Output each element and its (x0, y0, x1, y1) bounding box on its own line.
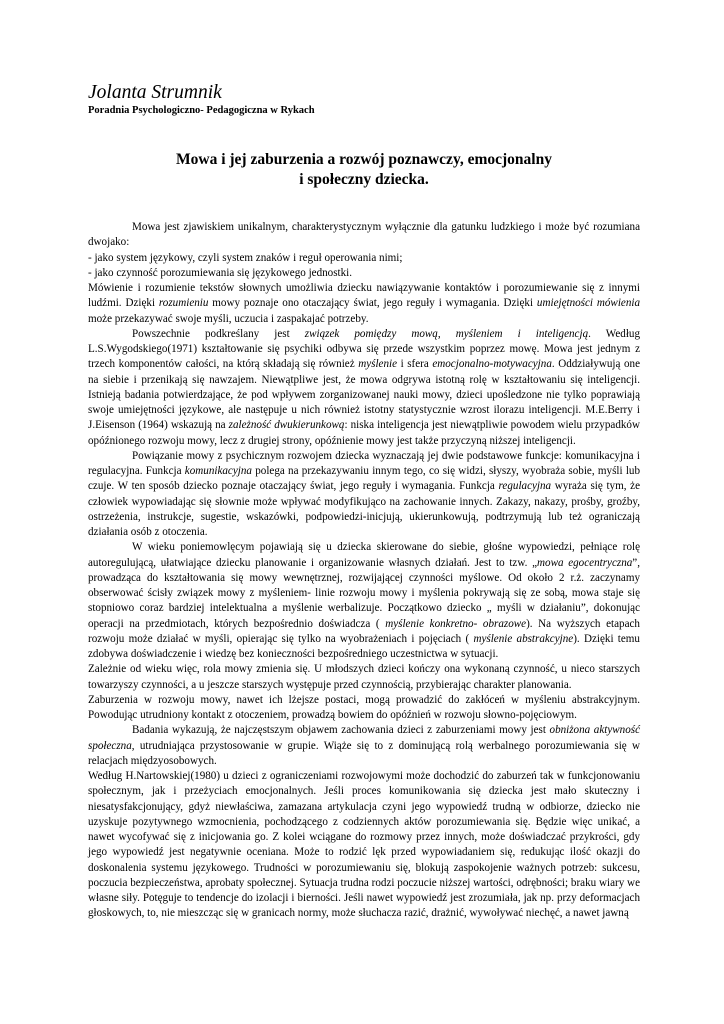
paragraph-5 (88, 540, 640, 662)
document-page (88, 82, 640, 922)
p3-italic-zaleznosc: zależność dwukierunkową (228, 419, 345, 432)
paragraph-9: Według H.Nartowskiej(1980) u dzieci z ograniczeniami rozwojowymi może dochodzić do zaburzeń tak w funkcjonowaniu społecznym, jak i przeżyciach emocjonalnych. Jeśli proces komunikowania się dziecka jest mało skuteczny i niesatysfakcjonujący, gdyż niewłaściwa, zamazana artykulacja czyni jego wypowiedź trudną w odbiorze, dziecko nie uzyskuje pozytywnego wzmocnienia, pochodzącego z codziennych aktów porozumiewania się. Będzie więc unikać, a nawet wycofywać się z inicjowania go. Z kolei wciągane do rozmowy przez innych, może doświadczać przykrości, gdy jego wypowiedź jest negatywnie oceniana. Może to rodzić lęk przed wypowiadaniem się, redukując ilość okazji do doskonalenia systemu językowego. Trudności w porozumiewaniu się, blokują zaspokojenie ważnych potrzeb: sukcesu, poczucia bezpieczeństwa, aprobaty społecznej. Sytuacja trudna rodzi poczucie niższej wartości, odrębności; braku wiary we własne siły. Potęguje to tendencje do izolacji i bierności. Jeśli nawet wypowiedź jest zrozumiała, jak np. przy deformacjach głoskowych, to, nie mieszcząc się w granicach normy, może słuchacza razić, drażnić, wywoływać niechęć, a nawet jawną (88, 770, 640, 920)
p4-text-a: Powiązanie mowy z psychicznym rozwojem dziecka wyznaczają jej dwie podstawowe funkcje: komunikacyjna i regulacyjna. Funkcja (88, 449, 640, 477)
paragraph-3 (88, 327, 640, 449)
title-line-1: Mowa i jej zaburzenia a rozwój poznawczy, emocjonalny (176, 151, 552, 168)
p3-italic-zwiazek: związek pomiędzy mową, myśleniem i inteligencją (304, 327, 589, 340)
list-item-1: - jako system językowy, czyli system znaków i reguł operowania nimi; (88, 251, 403, 264)
affiliation: Poradnia Psychologiczno- Pedagogiczna w Rykach (88, 105, 315, 116)
p3-italic-myslenie: myślenie (358, 358, 398, 371)
p4-italic-regulacyjna: regulacyjna (498, 480, 552, 493)
p3-text-i: : niska inteligencja jest niewątpliwie powodem wielu przypadków opóźnionego rozwoju mowy, lecz z drugiej strony, opóźnienie mowy jest także przyczyną niższej inteligencji. (88, 419, 640, 447)
paragraph-2 (88, 281, 640, 327)
p2-italic-umiejetnosci: umiejętności mówienia (536, 297, 641, 310)
p5-text-c: ”, prowadząca do kształtowania się mowy wewnętrznej, rozwijającej czynności myślowe. Od około 2 r.ż. zaczynamy obserwować ścisły związek mowy z myśleniem- linie rozwoju mowy i myślenia pokrywają się ze sobą, mowa staje się stopniowo coraz bardziej intelektualna a myślenie werbalizuje. Początkowo dziecko „ myśli w działaniu”, dokonując operacji na przedmiotach, których bezpośrednio doświadcza ( (88, 556, 640, 630)
p5-italic-mowa-egocentryczna: mowa egocentryczna (537, 556, 633, 569)
paragraph-6: Zależnie od wieku więc, rola mowy zmienia się. U młodszych dzieci kończy ona wykonaną czynność, u nieco starszych towarzyszy czynności, a u jeszcze starszych występuje przed czynnością, przybierając charakter planowania. (88, 663, 640, 691)
p2-text-c: mowy poznaje ono otaczający świat, jego reguły i wymagania. Dzięki (208, 297, 537, 310)
p3-text-g: . Oddziaływują one na siebie i przenikają się nawzajem. Niewątpliwe jest, że mowa odgrywa istotną rolę w kształtowaniu się inteligencji. Istnieją badania potwierdzające, że pod wpływem zorganizowanej nauki mowy, dzieci upośledzone nie tylko poprawiają swoje umiejętności językowe, ale następuje u nich również istotny statystycznie wzrost ilorazu inteligencji. M.E.Berry i J.Eisenson (1964) wskazują na (88, 358, 640, 432)
author-name: Jolanta Strumnik (88, 82, 222, 103)
paragraph-1-text: Mowa jest zjawiskiem unikalnym, charakterystycznym wyłącznie dla gatunku ludzkiego i może być rozumiana dwojako: (88, 221, 640, 249)
p5-italic-abstrakcyjne: myślenie abstrakcyjne (473, 632, 574, 645)
document-title (88, 150, 640, 190)
p4-text-e: wyraża się tym, że człowiek wypowiadając się słownie może wpływać modyfikująco na zachowanie innych. Zakazy, nakazy, prośby, groźby, ostrzeżenia, instrukcje, sugestie, wskazówki, podpowiedzi-inicjują, ukierunkowują, podtrzymują lub też ograniczają działania osób z otoczenia. (88, 480, 641, 538)
p8-text-c: , utrudniająca przystosowanie w grupie. Wiąże się to z dominującą rolą werbalnego porozumiewania się w relacjach międzyosobowych. (88, 739, 640, 767)
p3-text-a: Powszechnie podkreślany jest (132, 327, 305, 340)
p5-italic-konkretno: myślenie konkretno- obrazowe (385, 617, 527, 630)
title-line-2: i społeczny dziecka. (299, 171, 429, 188)
p8-text-a: Badania wykazują, że najczęstszym objawem zachowania dzieci z zaburzeniami mowy jest (132, 724, 550, 737)
p2-text-e: może przekazywać swoje myśli, uczucia i zaspakajać potrzeby. (88, 312, 369, 325)
p5-text-e: ). Na wyższych etapach rozwoju może działać w myśli, opierając się tylko na wyobrażeniach i pojęciach ( (88, 617, 640, 645)
p5-text-g: ). Dzięki temu zdobywa doświadczenie i wiedzę bez konieczności bezpośredniego uczestnictwa w sytuacji. (88, 632, 640, 660)
p5-text-a: W wieku poniemowlęcym pojawiają się u dziecka skierowane do siebie, głośne wypowiedzi, pełniące rolę autoregulującą, ułatwiające dziecku planowanie i organizowanie własnych działań. Jest to tzw. „ (88, 541, 640, 569)
paragraph-7: Zaburzenia w rozwoju mowy, nawet ich lżejsze postaci, mogą prowadzić do zakłóceń w myśleniu abstrakcyjnym. Powodując utrudniony kontakt z otoczeniem, prowadzą bowiem do opóźnień w rozwoju słowno-pojęciowym. (88, 693, 640, 721)
paragraph-1 (88, 220, 640, 251)
p2-italic-rozumieniu: rozumieniu (158, 297, 209, 310)
p2-text-a: Mówienie i rozumienie tekstów słownych umożliwia dziecku nawiązywanie kontaktów i porozumiewanie się z innymi ludźmi. Dzięki (88, 282, 640, 310)
p3-text-e: i sfera (397, 358, 433, 371)
p3-italic-emocjonalno: emocjonalno-motywacyjna (432, 358, 552, 371)
p4-text-c: polega na przekazywaniu innym tego, co się widzi, słyszy, wyobraża sobie, myśli lub czuje. W ten sposób dziecko poznaje otaczający świat, jego reguły i wymagania. Funkcja (88, 465, 640, 493)
list-item-2: - jako czynność porozumiewania się językowego jednostki. (88, 266, 353, 279)
p3-text-c: . Według L.S.Wygodskiego(1971) kształtowanie się psychiki odbywa się przede wszystkim poprzez mowę. Mowa jest jednym z trzech komponentów całości, na którą składają się również (88, 327, 641, 371)
document-body (88, 220, 640, 922)
paragraph-4 (88, 449, 640, 541)
paragraph-8 (88, 723, 640, 769)
p4-italic-komunikacyjna: komunikacyjna (184, 465, 252, 477)
p8-italic-aktywnosc: obniżona aktywność społeczna (88, 724, 641, 752)
